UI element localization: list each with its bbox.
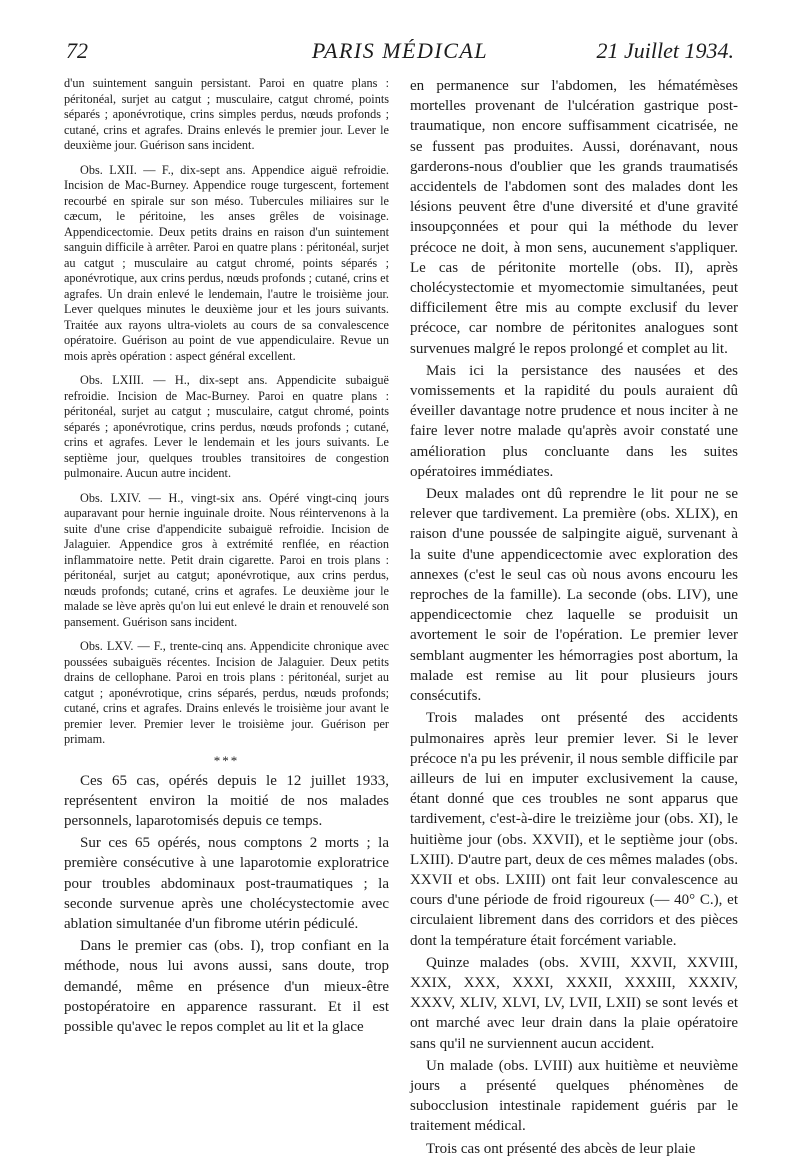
left-column	[64, 76, 389, 1037]
body-paragraph: Mais ici la persistance des nausées et des vomissements et la rapidité du pouls auraient dû éveiller davantage notre prudence et nous inciter à ne faire lever notre malade qu'après avoir constaté une amélioration plus concluante dans les suites opératoires immédiates.	[410, 362, 738, 480]
body-paragraph: Quinze malades (obs. XVIII, XXVII, XXVIII, XXIX, XXX, XXXI, XXXII, XXXIII, XXXIV, XXXV, XLIV, XLVI, LV, LVII, LXII) se sont levés et ont marché avec leur drain dans la plaie opératoire sans qu'il ne surviennent aucun accident.	[410, 954, 738, 1052]
body-paragraph: Sur ces 65 opérés, nous comptons 2 morts ; la première consécutive à une laparotomie exploratrice pour troubles abdominaux post-traumatiques ; la seconde survenue après une cholécystectomie avec ablation simultanée d'un fibrome utérin pédiculé.	[64, 835, 389, 932]
observation-65: Obs. LXV. — F., trente-cinq ans. Appendicite chronique avec poussées subaiguës récentes. Incision de Jalaguier. Deux petits drains de cellophane. Paroi en trois plans : péritonéal, surjet au catgut ; aponévrotique, crins séparés, perdus, nœuds profonds; cutané, crins et agrafes. Drains enlevés le troisième jour avant le premier lever. Premier lever le troisième jour. Guérison per primam.	[64, 639, 389, 746]
discussion-left	[64, 771, 389, 1038]
observation-continued: d'un suintement sanguin persistant. Paroi en quatre plans : péritonéal, surjet au catgut ; musculaire, catgut chromé, points séparés ; aponévrotique, crins simples perdus, nœuds profonds ; cutané, crins et agrafes. Drains enlevés le premier jour. Lever le deuxième jour. Guérison sans incident.	[64, 76, 389, 152]
case-observations	[64, 76, 389, 748]
body-paragraph: Un malade (obs. LVIII) aux huitième et neuvième jours a présenté quelques phénomènes de subocclusion intestinale rapidement guéris par le traitement médical.	[410, 1057, 738, 1135]
discussion-right	[410, 76, 738, 1159]
running-head	[66, 38, 734, 68]
page-number: 72	[66, 38, 88, 63]
observation-64: Obs. LXIV. — H., vingt-six ans. Opéré vingt-cinq jours auparavant pour hernie inguinale droite. Nous réintervenons à la suite d'une crise d'appendicite subaiguë refroidie. Incision de Jalaguier. Appendice gros à extrémité renflée, en réaction inflammatoire nette. Petit drain cigarette. Paroi en trois plans : péritonéal, surjet au catgut; aponévrotique, aux crins perdus, nœuds profonds; cutané, crins et agrafes. Le deuxième jour le malade se lève après qu'on lui eut enlevé le drain et renouvelé son pansement. Guérison sans incident.	[64, 490, 389, 629]
body-paragraph: Dans le premier cas (obs. I), trop confiant en la méthode, nous lui avons aussi, sans doute, trop demandé, même en présence d'un mieux-être postopératoire en apparence rassurant. Et il est possible qu'avec le repos complet au lit et la glace	[64, 938, 389, 1035]
body-paragraph: en permanence sur l'abdomen, les hématémèses mortelles provenant de l'ulcération gastrique post-traumatique, non encore suffisamment cicatrisée, ne se fussent pas produites. Aussi, dorénavant, nous garderons-nous d'oublier que les grands traumatisés accidentels de l'abdomen sont des malades dont les lésions peuvent être d'une diversité et d'une gravité insoupçonnées et pour qui la méthode du lever précoce ne doit, à mon sens, aucunement s'appliquer. Le cas de péritonite mortelle (obs. II), après cholécystectomie et myomectomie simultanées, peut difficilement être mis au compte exclusif du lever précoce, car nombre de péritonites analogues sont survenues malgré le repos prolongé et complet au lit.	[410, 78, 738, 357]
issue-date: 21 Juillet 1934.	[596, 38, 734, 63]
body-paragraph: Trois malades ont présenté des accidents pulmonaires après leur premier lever. Si le lever précoce n'a pu les prévenir, il nous semble difficile par ailleurs de lui en imputer exclusivement la cause, étant donné que ces troubles ne sont apparus que tardivement, c'est-à-dire le treizième jour (obs. XI), le huitième jour (obs. XXVII), et le septième jour (obs. LXIII). D'autre part, deux de ces mêmes malades (obs. XXVII et obs. LXIII) ont fait leur convalescence au cours d'une période de froid rigoureux (— 40° C.), et circulaient librement dans des corridors et des pièces dont la température était forcément variable.	[410, 710, 738, 949]
body-paragraph: Deux malades ont dû reprendre le lit pour ne se relever que tardivement. La première (obs. XLIX), en raison d'une poussée de salpingite aiguë, survenant à la suite d'une appendicectomie avec exploration des annexes (c'est le seul cas où nous avons encouru les reproches de la famille). La seconde (obs. LIV), une appendicectomie chez laquelle se produisit un avortement le soir de l'opération. Le premier lever semblant augmenter les hémorragies post abortum, la malade est remise au lit pour plusieurs jours consécutifs.	[410, 486, 738, 705]
right-column	[410, 76, 738, 1159]
section-separator: ***	[213, 752, 240, 768]
body-paragraph: Ces 65 cas, opérés depuis le 12 juillet 1933, représentent environ la moitié de nos malades personnels, laparotomisés depuis ce temps.	[64, 772, 389, 829]
journal-title: PARIS MÉDICAL	[311, 38, 489, 63]
observation-62: Obs. LXII. — F., dix-sept ans. Appendice aiguë refroidie. Incision de Mac-Burney. Appendice rouge turgescent, fortement recourbé en spirale sur son méso. Tubercules miliaires sur le cæcum, le péritoine, les anses grêles de voisinage. Appendicectomie. Deux petits drains en raison d'un suintement sanguin difficile à arrêter. Paroi en quatre plans : péritonéal, surjet au catgut ; musculaire au catgut chromé, points séparés ; aponévrotique, aux crins perdus, nœuds profonds ; cutané, crins et agrafes. Un drain enlevé le lendemain, l'autre le troisième jour. Lever quelques minutes le deuxième jour et les jours suivants. Traitée aux rayons ultra-violets au cours de sa convalescence opératoire. Guérison au point de vue appendiculaire. Revue un mois après opération : aspect général excellent.	[64, 162, 389, 363]
observation-63: Obs. LXIII. — H., dix-sept ans. Appendicite subaiguë refroidie. Incision de Mac-Burney. Paroi en quatre plans : péritonéal, surjet au catgut ; musculaire, catgut chromé, points séparés ; aponévrotique, crins perdus, nœuds profonds ; cutané, crins et agrafes. Lever le lendemain et les jours suivants. Le septième jour, quelques troubles transitoires de congestion pulmonaire. Aucun autre incident.	[64, 373, 389, 480]
body-paragraph: Trois cas ont présenté des abcès de leur plaie	[426, 1140, 696, 1157]
